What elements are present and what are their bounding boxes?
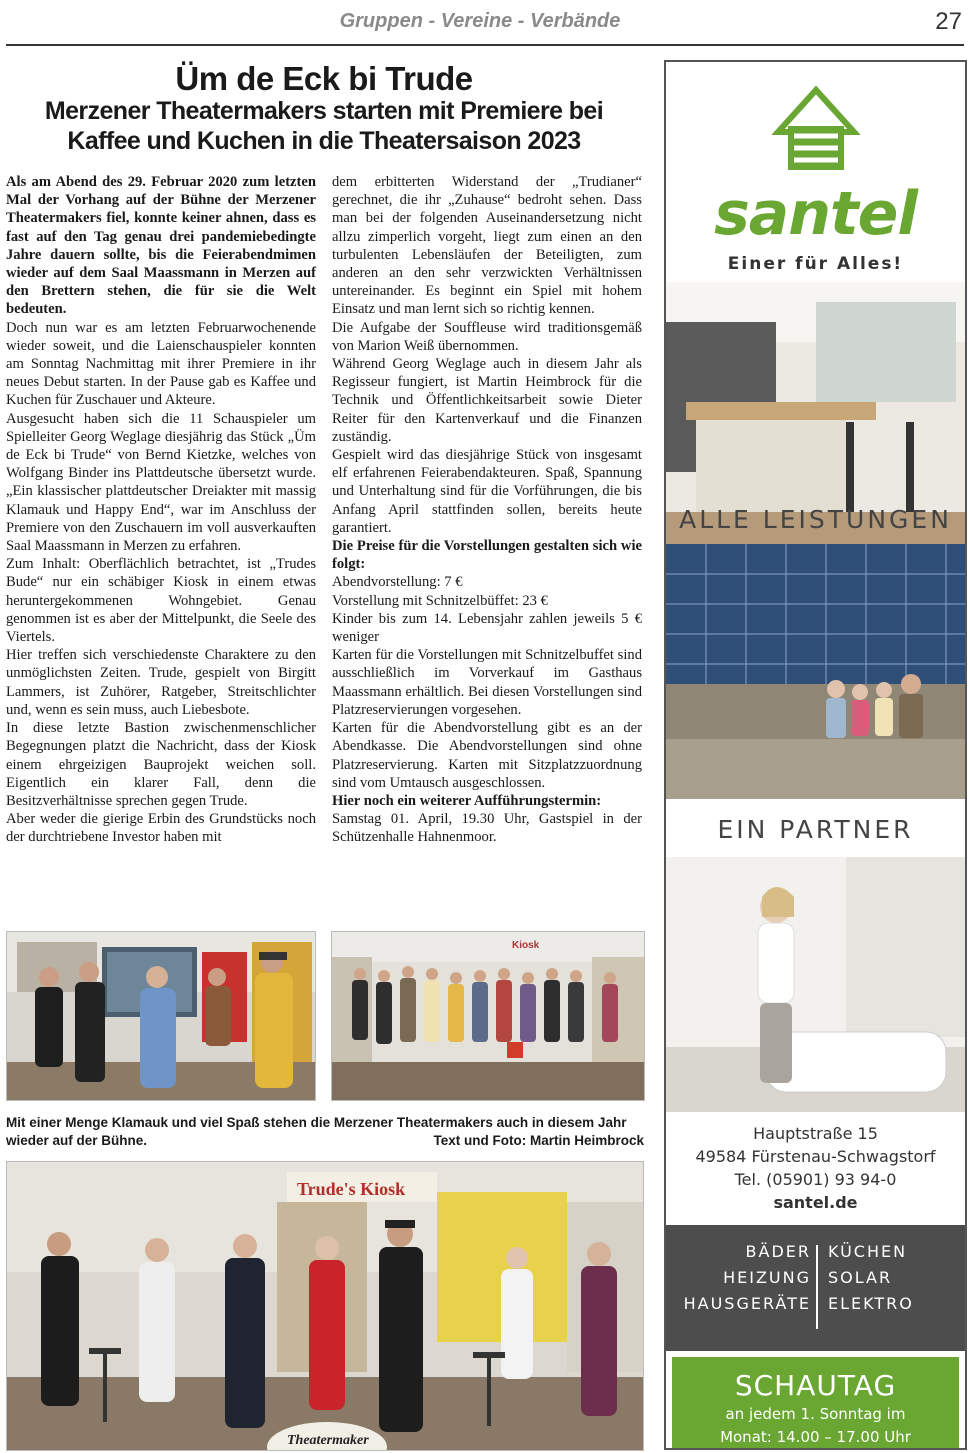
theatermaker-logo: Theatermaker — [287, 1433, 369, 1448]
kiosk-sign: Kiosk — [512, 940, 540, 951]
page-number: 27 — [935, 8, 962, 35]
extra-date-heading: Hier noch ein weiterer Aufführungstermin: — [332, 792, 602, 809]
ad-address — [666, 1122, 965, 1214]
ad-schautag-box — [672, 1357, 959, 1450]
article-paragraph: Hier treffen sich verschiedenste Charaktere zu den unmöglichsten Zeiten. Trude, gespielt von Birgitt Lammers, ist Zuhörer, Ratgeber, Streitschlichter und, wenn es sein muss, auch Liebesbote. — [6, 647, 316, 718]
services-left-list — [684, 1239, 811, 1317]
ad-address-street: Hauptstraße 15 — [753, 1124, 878, 1143]
ad-services-box — [666, 1225, 965, 1351]
service-item: SOLAR — [828, 1268, 893, 1287]
solar-family-image — [666, 544, 965, 799]
price-item: Vorstellung mit Schnitzelbüffet: 23 € — [332, 592, 548, 609]
services-right-list — [828, 1239, 914, 1317]
ad-heading-services: ALLE LEISTUNGEN — [679, 505, 952, 534]
article-paragraph: Aber weder die gierige Erbin des Grundstücks noch der durchtriebene Investor haben mit — [6, 811, 316, 846]
service-item: KÜCHEN — [828, 1242, 908, 1261]
santel-logo-icon — [666, 62, 965, 192]
schautag-text-1: an jedem 1. Sonntag im — [725, 1405, 906, 1423]
article-headline — [6, 62, 642, 156]
article-column-right — [332, 173, 642, 847]
article-paragraph: Ausgesucht haben sich die 11 Schauspieler um Spielleiter Georg Weglage diesjährig das Stück „Üm de Eck bi Trude“ von Bernd Kietzke, welches von Wolfgang Binder ins Plattdeutsche übersetzt wurde. „Ein klassischer plattdeutscher Dreiakter mit massig Klamauk und Happy End“, war im Anschluss der Premiere von den Zuschauern im voll ausverkauften Saal Maassmann in Merzen zu erfahren. — [6, 410, 316, 555]
prices-heading: Die Preise für die Vorstellungen gestalten sich wie folgt: — [332, 538, 642, 573]
price-item: Abendvorstellung: 7 € — [332, 574, 463, 591]
ad-phone: Tel. (05901) 93 94-0 — [734, 1170, 897, 1189]
services-divider — [816, 1245, 818, 1329]
ad-address-city: 49584 Fürstenau-Schwagstorf — [695, 1147, 936, 1166]
stage-photo-1 — [6, 931, 316, 1101]
bathroom-image — [666, 857, 965, 1112]
stage-photo-2 — [331, 931, 645, 1101]
article-title: Üm de Eck bi Trude — [175, 60, 473, 97]
article-paragraph: Zum Inhalt: Oberflächlich betrachtet, ist „Trudes Bude“ nur ein schäbiger Kiosk in einem etwas heruntergekommenen Wohngebiet. Genau genommen ist es aber der Mittelpunkt, die Seele des Viertels. — [6, 556, 316, 646]
caption-text: Mit einer Menge Klamauk und viel Spaß stehen die Merzener Theatermakers auch in diesem Jahr wieder auf der Bühne. — [6, 1115, 627, 1148]
stage-photo-3 — [6, 1161, 644, 1451]
article-paragraph: Gespielt wird das diesjährige Stück von insgesamt elf erfahrenen Feierabendakteuren. Spaß, Spannung und Unterhaltung sind für die Vorführungen, die bis Anfang April stattfinden sollen, bereits heute garantiert. — [332, 447, 642, 536]
photo-caption — [6, 1114, 644, 1150]
photo-credit: Text und Foto: Martin Heimbrock — [433, 1133, 644, 1148]
article-paragraph: Doch nun war es am letzten Februarwochenende wieder soweit, und die Laienschauspieler konnten am Sonntag Nachmittag mit ihrer Premiere in ihr neues Debut starten. In der Pause gab es Kaffee und Kuchen für Zuschauer und Akteure. — [6, 319, 316, 409]
article-intro: Als am Abend des 29. Februar 2020 zum letzten Mal der Vorhang auf der Bühne der Merzener Theatermakers fiel, konnte keiner ahnen, dass es fast auf den Tag genau drei pandemiebedingte Jahre dauern sollte, bis die Feierabendmimen wieder auf dem Saal Maassmann in Merzen auf den Brettern stehen, die für sie die Welt bedeuten. — [6, 174, 316, 318]
page-header — [0, 0, 970, 46]
ad-heading-partner: EIN PARTNER — [717, 815, 914, 844]
article-paragraph: Karten für die Vorstellungen mit Schnitzelbuffet sind ausschließlich im Vorverkauf im Gasthaus Maassmann erhältlich. Bei diesen Vorstellungen sind Platzreservierungen vorgesehen. — [332, 647, 642, 718]
header-divider — [6, 44, 964, 46]
schautag-title: SCHAUTAG — [734, 1369, 897, 1402]
schautag-text-2: Monat: 14.00 – 17.00 Uhr — [720, 1428, 911, 1446]
article-subtitle: Merzener Theatermakers starten mit Premiere bei Kaffee und Kuchen in die Theatersaison 2023 — [44, 97, 604, 155]
ad-slogan: Einer für Alles! — [727, 254, 904, 274]
stage-sign: Trude's Kiosk — [297, 1179, 406, 1199]
service-item: ELEKTRO — [828, 1294, 914, 1313]
article-paragraph: Die Aufgabe der Souffleuse wird traditionsgemäß von Marion Weiß übernommen. — [332, 319, 642, 354]
ad-brand-name: santel — [714, 179, 917, 249]
section-title: Gruppen - Vereine - Verbände — [339, 10, 621, 32]
santel-advertisement[interactable] — [664, 60, 967, 1450]
ad-website-link[interactable]: santel.de — [773, 1193, 858, 1212]
article-paragraph: In diese letzte Bastion zwischenmenschlicher Begegnungen platzt die Nachricht, dass der Kiosk einem ehrgeizigen Bauprojekt weichen soll. Eigentlich ein klarer Fall, denn die Besitzverhältnisse sprechen gegen Trude. — [6, 720, 316, 809]
service-item: HAUSGERÄTE — [683, 1294, 811, 1313]
extra-date-text: Samstag 01. April, 19.30 Uhr, Gastspiel in der Schützenhalle Hahnenmoor. — [332, 811, 642, 846]
service-item: HEIZUNG — [723, 1268, 811, 1287]
service-item: BÄDER — [745, 1242, 811, 1261]
article-paragraph: Während Georg Weglage auch in diesem Jahr als Regisseur fungiert, ist Martin Heimbrock für die Technik und Öffentlichkeitsarbeit sowie Dieter Reiter für den Kartenverkauf und die Finanzen zuständig. — [332, 356, 642, 445]
price-item: Kinder bis zum 14. Lebensjahr zahlen jeweils 5 € weniger — [332, 610, 642, 646]
article-paragraph: dem erbitterten Widerstand der „Trudianer“ gerechnet, die ihr „Zuhause“ bedroht sehen. Dass man bei der folgenden Auseinandersetzung nicht allzu zimperlich vorgeht, liegt zum einen an den turbulenten Lebensläufen der Beteiligten, zum anderen an den sehr verzwickten Verhältnissen untereinander. Es beginnt ein Spiel mit hohem Einsatz und man lernt sich so richtig kennen. — [332, 174, 642, 318]
article-paragraph: Karten für die Abendvorstellung gibt es an der Abendkasse. Die Abendvorstellungen sind ohne Platzreservierung. Karten mit Sitzplatzzuordnung sind vom Umtausch ausgeschlossen. — [332, 720, 642, 791]
article-column-left — [6, 173, 316, 847]
